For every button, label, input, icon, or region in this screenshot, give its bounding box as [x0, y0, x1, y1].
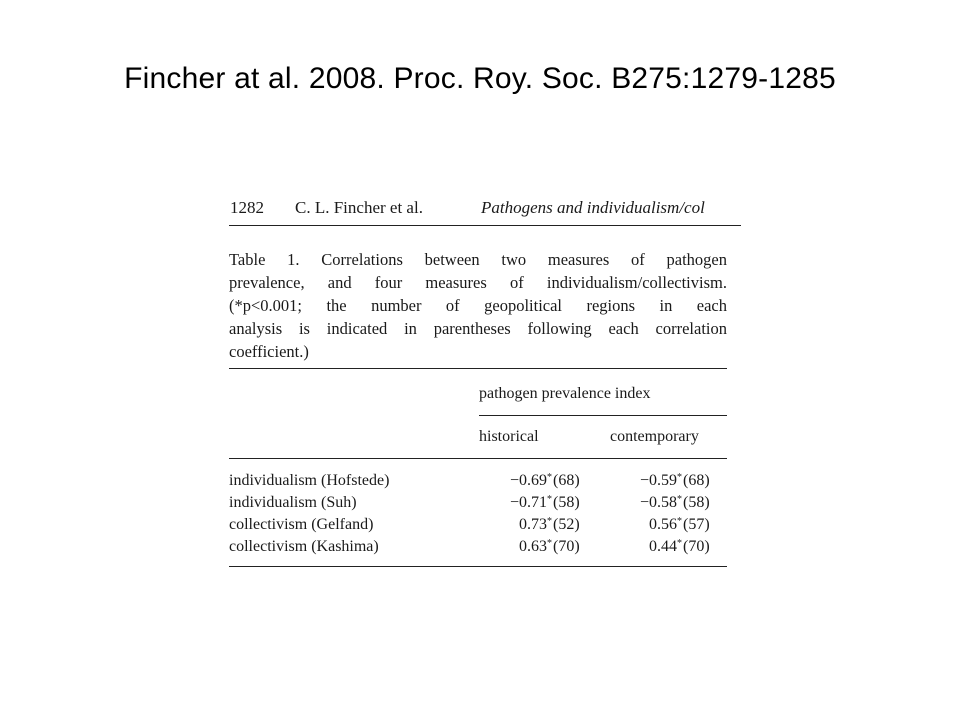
- historical-value: 0.63*: [519, 538, 552, 555]
- contemporary-n: (58): [683, 494, 710, 511]
- contemporary-n: (70): [683, 538, 710, 555]
- slide-title: Fincher at al. 2008. Proc. Roy. Soc. B275:1279-1285: [124, 62, 836, 95]
- group-rule: [479, 415, 727, 416]
- caption-line: Table 1. Correlations between two measures of pathogen: [229, 250, 727, 269]
- page-header: [229, 198, 741, 220]
- significance-mark: *: [547, 538, 552, 549]
- historical-value: 0.73*: [519, 516, 552, 533]
- historical-n: (70): [553, 538, 580, 555]
- historical-n: (68): [553, 472, 580, 489]
- caption-line: analysis is indicated in parentheses following each correlation: [229, 319, 727, 338]
- contemporary-value: −0.59*: [639, 472, 682, 489]
- contemporary-value: 0.56*: [649, 516, 682, 533]
- row-label: collectivism (Kashima): [229, 538, 379, 555]
- table-caption: [229, 248, 727, 363]
- historical-n: (58): [553, 494, 580, 511]
- row-label: individualism (Hofstede): [229, 472, 390, 489]
- significance-mark: *: [677, 538, 682, 549]
- column-header-contemporary: contemporary: [610, 428, 699, 445]
- group-header: pathogen prevalence index: [479, 385, 651, 402]
- significance-mark: *: [677, 516, 682, 527]
- running-title: Pathogens and individualism/col: [481, 198, 705, 217]
- significance-mark: *: [547, 516, 552, 527]
- significance-mark: *: [547, 494, 552, 505]
- row-label: individualism (Suh): [229, 494, 357, 511]
- page-number: 1282: [230, 198, 264, 217]
- significance-mark: *: [677, 472, 682, 483]
- historical-value: −0.69*: [509, 472, 552, 489]
- column-header-rule: [229, 458, 727, 459]
- significance-mark: *: [677, 494, 682, 505]
- column-header-historical: historical: [479, 428, 539, 445]
- historical-n: (52): [553, 516, 580, 533]
- caption-line: prevalence, and four measures of individualism/collectivism.: [229, 273, 727, 292]
- table-top-rule: [229, 368, 727, 369]
- contemporary-n: (57): [683, 516, 710, 533]
- author-line: C. L. Fincher et al.: [295, 198, 423, 217]
- header-rule: [229, 225, 741, 226]
- caption-line: (*p<0.001; the number of geopolitical regions in each: [229, 296, 727, 315]
- scanned-table-excerpt: [229, 192, 741, 578]
- table-bottom-rule: [229, 566, 727, 567]
- caption-line: coefficient.): [229, 342, 309, 361]
- contemporary-value: 0.44*: [649, 538, 682, 555]
- row-label: collectivism (Gelfand): [229, 516, 374, 533]
- significance-mark: *: [547, 472, 552, 483]
- historical-value: −0.71*: [509, 494, 552, 511]
- contemporary-n: (68): [683, 472, 710, 489]
- contemporary-value: −0.58*: [639, 494, 682, 511]
